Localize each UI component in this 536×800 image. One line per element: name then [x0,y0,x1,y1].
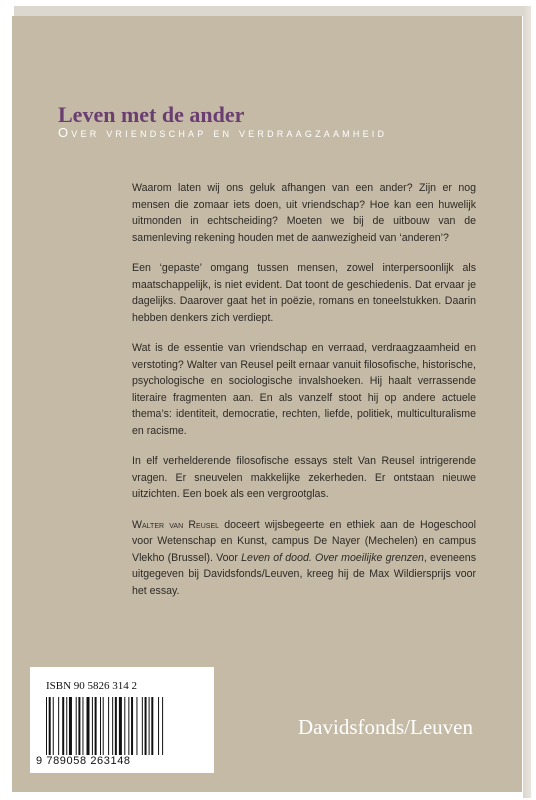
barcode-bar [131,697,133,755]
barcode-bar [119,697,122,755]
barcode-bar [103,697,104,755]
blurb-paragraph: Wat is de essentie van vriendschap en verraad, verdraagzaamheid en verstoting? Walter van Reusel peilt ernaar vanuit filosofische, historische, psychologische en sociologische invalshoeken. Hij haalt verrassende literaire fragmenten aan. En als vanzelf stoot hij op andere actuele thema’s: identiteit, democratie, rechten, liefde, politiek, multiculturalisme en racisme. [132,342,476,437]
barcode-bar [58,697,59,755]
barcode-bar [145,697,147,755]
barcode-bar [124,697,125,755]
blurb-paragraph: Een ‘gepaste’ omgang tussen mensen, zowel interpersoonlijk als maatschappelijk, is niet evident. Dat toont de geschiedenis. Dat ervaar je dagelijks. Daarover gaat het in poëzie, romans en toneelstukken. Daarin hebben denkers zich verdiept. [132,262,476,324]
barcode-bar [108,697,109,755]
barcode-icon [44,697,200,755]
barcode-bar [87,697,90,755]
barcode-bar [46,697,47,755]
barcode-bar [115,697,117,755]
barcode-bar [151,697,153,755]
barcode-bar [78,697,80,755]
author-bio [132,517,476,600]
barcode-bar [66,697,67,755]
barcode-panel [30,667,214,773]
publisher-name: Davidsfonds/Leuven [298,715,473,739]
author-name: Walter van Reusel [132,518,220,531]
barcode-bar [82,697,83,755]
author-bio-text: , eveneens uitgegeven bij Davidsfonds/Leuven, kreeg hij de Max Wildiersprijs voor het essay. [132,551,476,597]
barcode-bar [53,697,54,755]
barcode-bar [95,697,97,755]
barcode-bar [162,697,163,755]
blurb-text [132,180,476,613]
book-title: Leven met de ander [58,102,245,127]
barcode-number: 9 789058 263148 [36,755,131,767]
book-subtitle: Over vriendschap en verdraagzaamheid [58,125,388,140]
barcode-bar [142,697,143,755]
barcode-bar [49,697,51,755]
barcode-bar [158,697,159,755]
book-top-edge [14,6,529,16]
barcode-bar [92,697,93,755]
isbn-label: ISBN 90 5826 314 2 [46,680,138,692]
barcode-bar [112,697,113,755]
barcode-bar [149,697,150,755]
barcode-bar [76,697,77,755]
blurb-paragraph: Waarom laten wij ons geluk afhangen van een ander? Zijn er nog mensen die zomaar iets doen, uit vriendschap? Hoe kan een huwelijk uitmonden in echtscheiding? Moeten we bij de uitbouw van de samenleving rekening houden met de aanwezigheid van ‘anderen’? [132,182,476,244]
barcode-bar [128,697,129,755]
barcode-bar [69,697,72,755]
barcode-bar [62,697,64,755]
barcode-bar [100,697,101,755]
barcode-bar [136,697,137,755]
author-previous-book-title: Leven of dood. Over moeilijke grenzen [241,551,424,564]
book-page-edge [523,6,531,798]
blurb-paragraph: In elf verhelderende filosofische essays stelt Van Reusel intrigerende vragen. Er sneuvelen makkelijke zekerheden. Er ontstaan nieuwe uitzichten. Een boek als een vergrootglas. [132,455,476,500]
author-bio-text: doceert wijsbegeerte en ethiek aan de Hogeschool voor Wetenschap en Kunst, campus De Nayer (Mechelen) en campus Vlekho (Brussel). Voor [132,518,476,564]
